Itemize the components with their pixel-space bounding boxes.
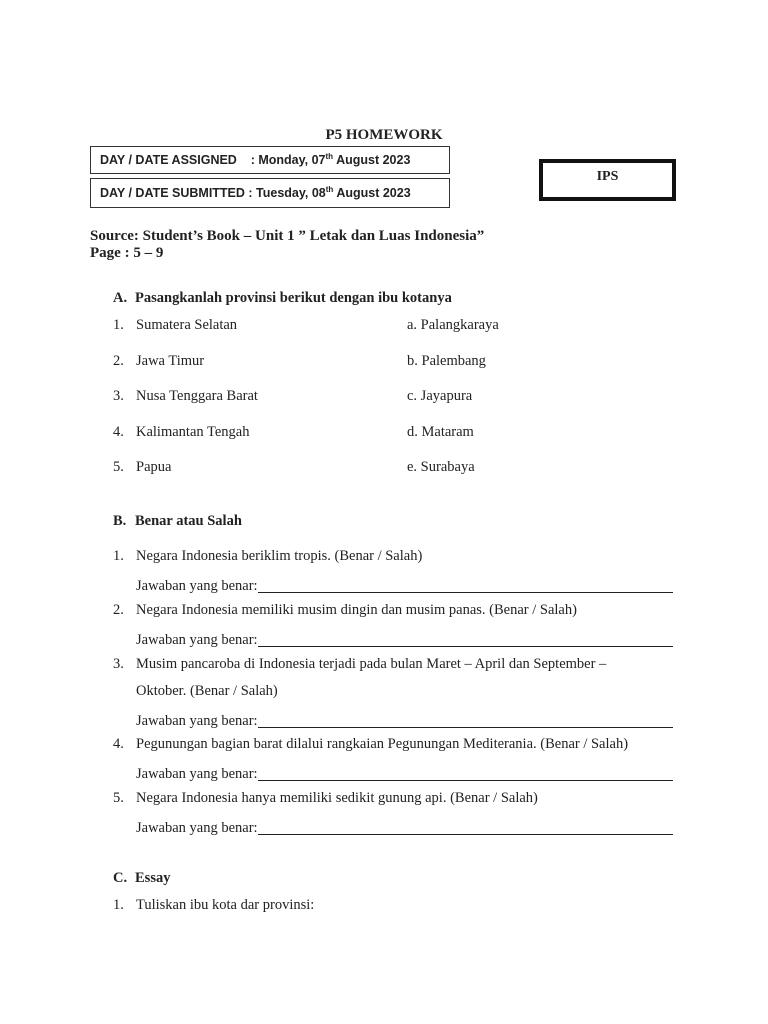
answer-line[interactable] xyxy=(258,713,673,728)
statement-text: Pegunungan bagian barat dilalui rangkaian Pegunungan Mediterania. (Benar / Salah) xyxy=(136,736,629,752)
statement-text: Negara Indonesia memiliki musim dingin dan musim panas. (Benar / Salah) xyxy=(136,602,577,618)
section-b-heading: B. Benar atau Salah xyxy=(113,513,242,529)
date-assigned-box: DAY / DATE ASSIGNED : Monday, 07th August 2023 xyxy=(90,146,450,174)
province-item: Papua xyxy=(136,459,172,475)
capital-item: e. Surabaya xyxy=(407,459,475,475)
answer-row: Jawaban yang benar: xyxy=(136,817,673,837)
capital-item: a. Palangkaraya xyxy=(407,317,499,333)
list-item-number: 1. xyxy=(113,317,124,333)
answer-line[interactable] xyxy=(258,578,673,593)
answer-row: Jawaban yang benar: xyxy=(136,710,673,730)
statement-text: Negara Indonesia hanya memiliki sedikit gunung api. (Benar / Salah) xyxy=(136,790,538,806)
list-item-number: 1. xyxy=(113,548,124,564)
subject-box: IPS xyxy=(539,159,676,201)
statement-text: Musim pancaroba di Indonesia terjadi pada bulan Maret – April dan September – xyxy=(136,656,607,672)
list-item-number: 3. xyxy=(113,656,124,672)
answer-line[interactable] xyxy=(258,632,673,647)
capital-item: b. Palembang xyxy=(407,353,486,369)
page-title: P5 HOMEWORK xyxy=(325,127,443,143)
answer-line[interactable] xyxy=(258,766,673,781)
list-item-number: 5. xyxy=(113,459,124,475)
province-item: Kalimantan Tengah xyxy=(136,424,250,440)
province-item: Nusa Tenggara Barat xyxy=(136,388,258,404)
list-item-number: 4. xyxy=(113,424,124,440)
capital-item: c. Jayapura xyxy=(407,388,473,404)
section-c-heading: C. Essay xyxy=(113,870,171,886)
list-item-number: 4. xyxy=(113,736,124,752)
list-item-number: 3. xyxy=(113,388,124,404)
list-item-number: 2. xyxy=(113,353,124,369)
statement-text-continued: Oktober. (Benar / Salah) xyxy=(136,683,278,699)
source-line: Source: Student’s Book – Unit 1 ” Letak dan Luas Indonesia” xyxy=(90,228,485,244)
list-item-number: 1. xyxy=(113,897,124,913)
page-line: Page : 5 – 9 xyxy=(90,245,164,261)
answer-row: Jawaban yang benar: xyxy=(136,763,673,783)
list-item-number: 5. xyxy=(113,790,124,806)
date-submitted-box: DAY / DATE SUBMITTED : Tuesday, 08th August 2023 xyxy=(90,178,450,208)
answer-row: Jawaban yang benar: xyxy=(136,575,673,595)
source-info xyxy=(90,228,484,262)
statement-text: Negara Indonesia beriklim tropis. (Benar / Salah) xyxy=(136,548,423,564)
answer-line[interactable] xyxy=(258,820,673,835)
section-a-heading: A. Pasangkanlah provinsi berikut dengan ibu kotanya xyxy=(113,290,452,306)
answer-row: Jawaban yang benar: xyxy=(136,629,673,649)
essay-question: Tuliskan ibu kota dar provinsi: xyxy=(136,897,315,913)
list-item-number: 2. xyxy=(113,602,124,618)
province-item: Sumatera Selatan xyxy=(136,317,238,333)
capital-item: d. Mataram xyxy=(407,424,474,440)
province-item: Jawa Timur xyxy=(136,353,205,369)
